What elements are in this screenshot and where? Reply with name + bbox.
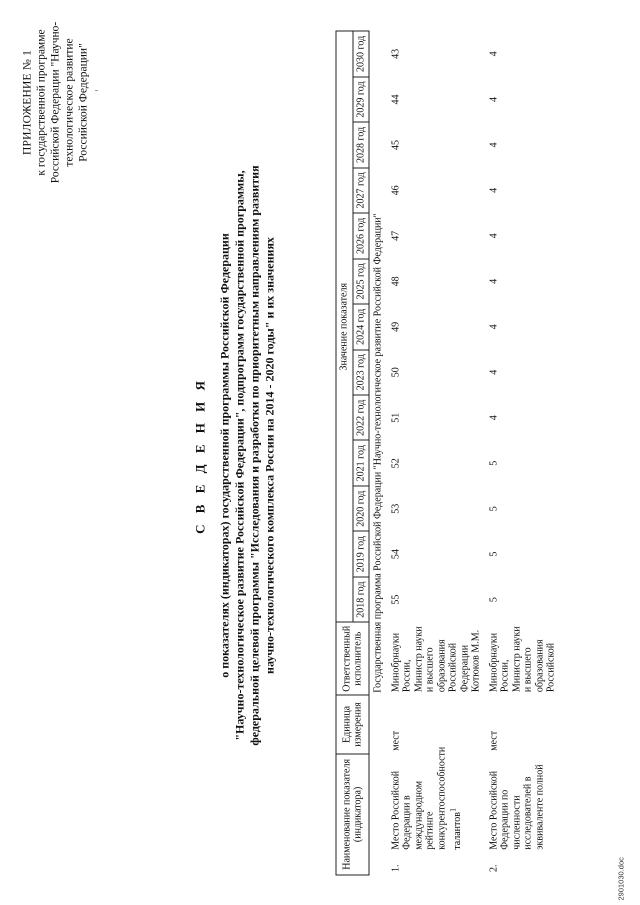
value-cell: 55 <box>389 594 401 605</box>
unit-cell: мест <box>389 730 401 751</box>
executor-cell: Минобрнауки России, Министр науки и высшего образования Российской <box>487 625 556 692</box>
value-cell: 4 <box>487 187 499 193</box>
value-cell: 48 <box>389 275 401 286</box>
value-cell: 54 <box>389 548 401 559</box>
value-cell: 43 <box>389 48 401 59</box>
value-cell: 5 <box>487 460 499 466</box>
appendix-line: к государственной программе <box>35 28 47 176</box>
header-executor: Ответственный исполнитель <box>336 622 369 695</box>
value-cell: 5 <box>487 596 499 602</box>
value-cell: 4 <box>487 323 499 329</box>
value-cell: 4 <box>487 96 499 102</box>
header-values-group: Значение показателя <box>336 31 353 622</box>
value-cell: 4 <box>487 369 499 375</box>
value-cell: 52 <box>389 457 401 468</box>
header-year: 2021 год <box>352 440 369 485</box>
header-year: 2025 год <box>352 258 369 303</box>
header-year: 2030 год <box>352 31 369 77</box>
value-cell: 45 <box>389 139 401 150</box>
heading-subtitle-line: федеральной целевой программы "Исследования и разработки по приоритетным направлениям развития <box>247 164 261 746</box>
indicator-name <box>485 753 560 852</box>
value-cell: 46 <box>389 184 401 195</box>
header-unit: Единица измерения <box>336 695 369 754</box>
value-cell: 4 <box>487 278 499 284</box>
document-code: 2901030.doc <box>616 856 625 900</box>
value-cell: 5 <box>487 505 499 511</box>
value-cell: 49 <box>389 321 401 332</box>
header-year: 2028 год <box>352 122 369 167</box>
value-cell: 4 <box>487 414 499 420</box>
section-title: Государственная программа Российской Федерации "Научно-технологическое развитие Российской Федерации" <box>372 212 383 693</box>
appendix-line: Российской Федерации "Научно- <box>49 21 61 183</box>
header-year: 2029 год <box>352 76 369 121</box>
header-year: 2018 год <box>352 576 369 621</box>
header-year: 2026 год <box>352 213 369 258</box>
table-row <box>387 31 485 875</box>
value-cell: 50 <box>389 366 401 377</box>
indicators-table <box>335 30 560 875</box>
header-year: 2024 год <box>352 304 369 349</box>
table-row <box>485 31 560 875</box>
appendix-line: Российской Федерации" <box>77 42 89 162</box>
executor-cell: Минобрнауки России, Министр науки и высшего образования Российской Федерации Котюков М.М. <box>389 625 481 692</box>
document-heading <box>192 35 277 875</box>
heading-subtitle-line: о показателях (индикаторах) государственной программы Российской Федерации <box>217 232 231 678</box>
appendix-block <box>20 17 90 187</box>
heading-subtitle-line: научно-технологического комплекса России на 2014 - 2020 годы" и их значениях <box>262 236 276 674</box>
value-cell: 44 <box>389 93 401 104</box>
appendix-title: ПРИЛОЖЕНИЕ № 1 <box>21 49 33 155</box>
header-year: 2027 год <box>352 167 369 212</box>
indicator-name-text: Место Российской Федерации в международном рейтинге конкурентоспособности талантов <box>389 746 463 850</box>
header-year: 2022 год <box>352 395 369 440</box>
value-cell: 51 <box>389 412 401 423</box>
value-cell: 47 <box>389 230 401 241</box>
footnote-ref: 1 <box>448 807 457 812</box>
heading-title: С В Е Д Е Н И Я <box>192 376 207 534</box>
header-year: 2023 год <box>352 349 369 394</box>
header-year: 2019 год <box>352 531 369 576</box>
header-year: 2020 год <box>352 485 369 530</box>
value-cell: 4 <box>487 141 499 147</box>
indicator-name <box>387 746 485 852</box>
appendix-line: технологическое развитие <box>63 37 75 167</box>
value-cell: 4 <box>487 232 499 238</box>
unit-cell: мест <box>487 730 499 751</box>
indicator-name-text: Место Российской Федерации по численности исследователей в эквиваленте полной <box>487 763 545 850</box>
row-number: 2. <box>487 864 499 872</box>
header-indicator-name: Наименование показателя (индикатора) <box>336 753 369 874</box>
value-cell: 5 <box>487 551 499 557</box>
row-number: 1. <box>389 864 401 872</box>
value-cell: 4 <box>487 50 499 56</box>
value-cell: 53 <box>389 503 401 514</box>
heading-subtitle-line: "Научно-технологическое развитие Российской Федерации", подпрограмм государственной программы, <box>232 169 246 741</box>
scan-mark <box>95 90 98 91</box>
